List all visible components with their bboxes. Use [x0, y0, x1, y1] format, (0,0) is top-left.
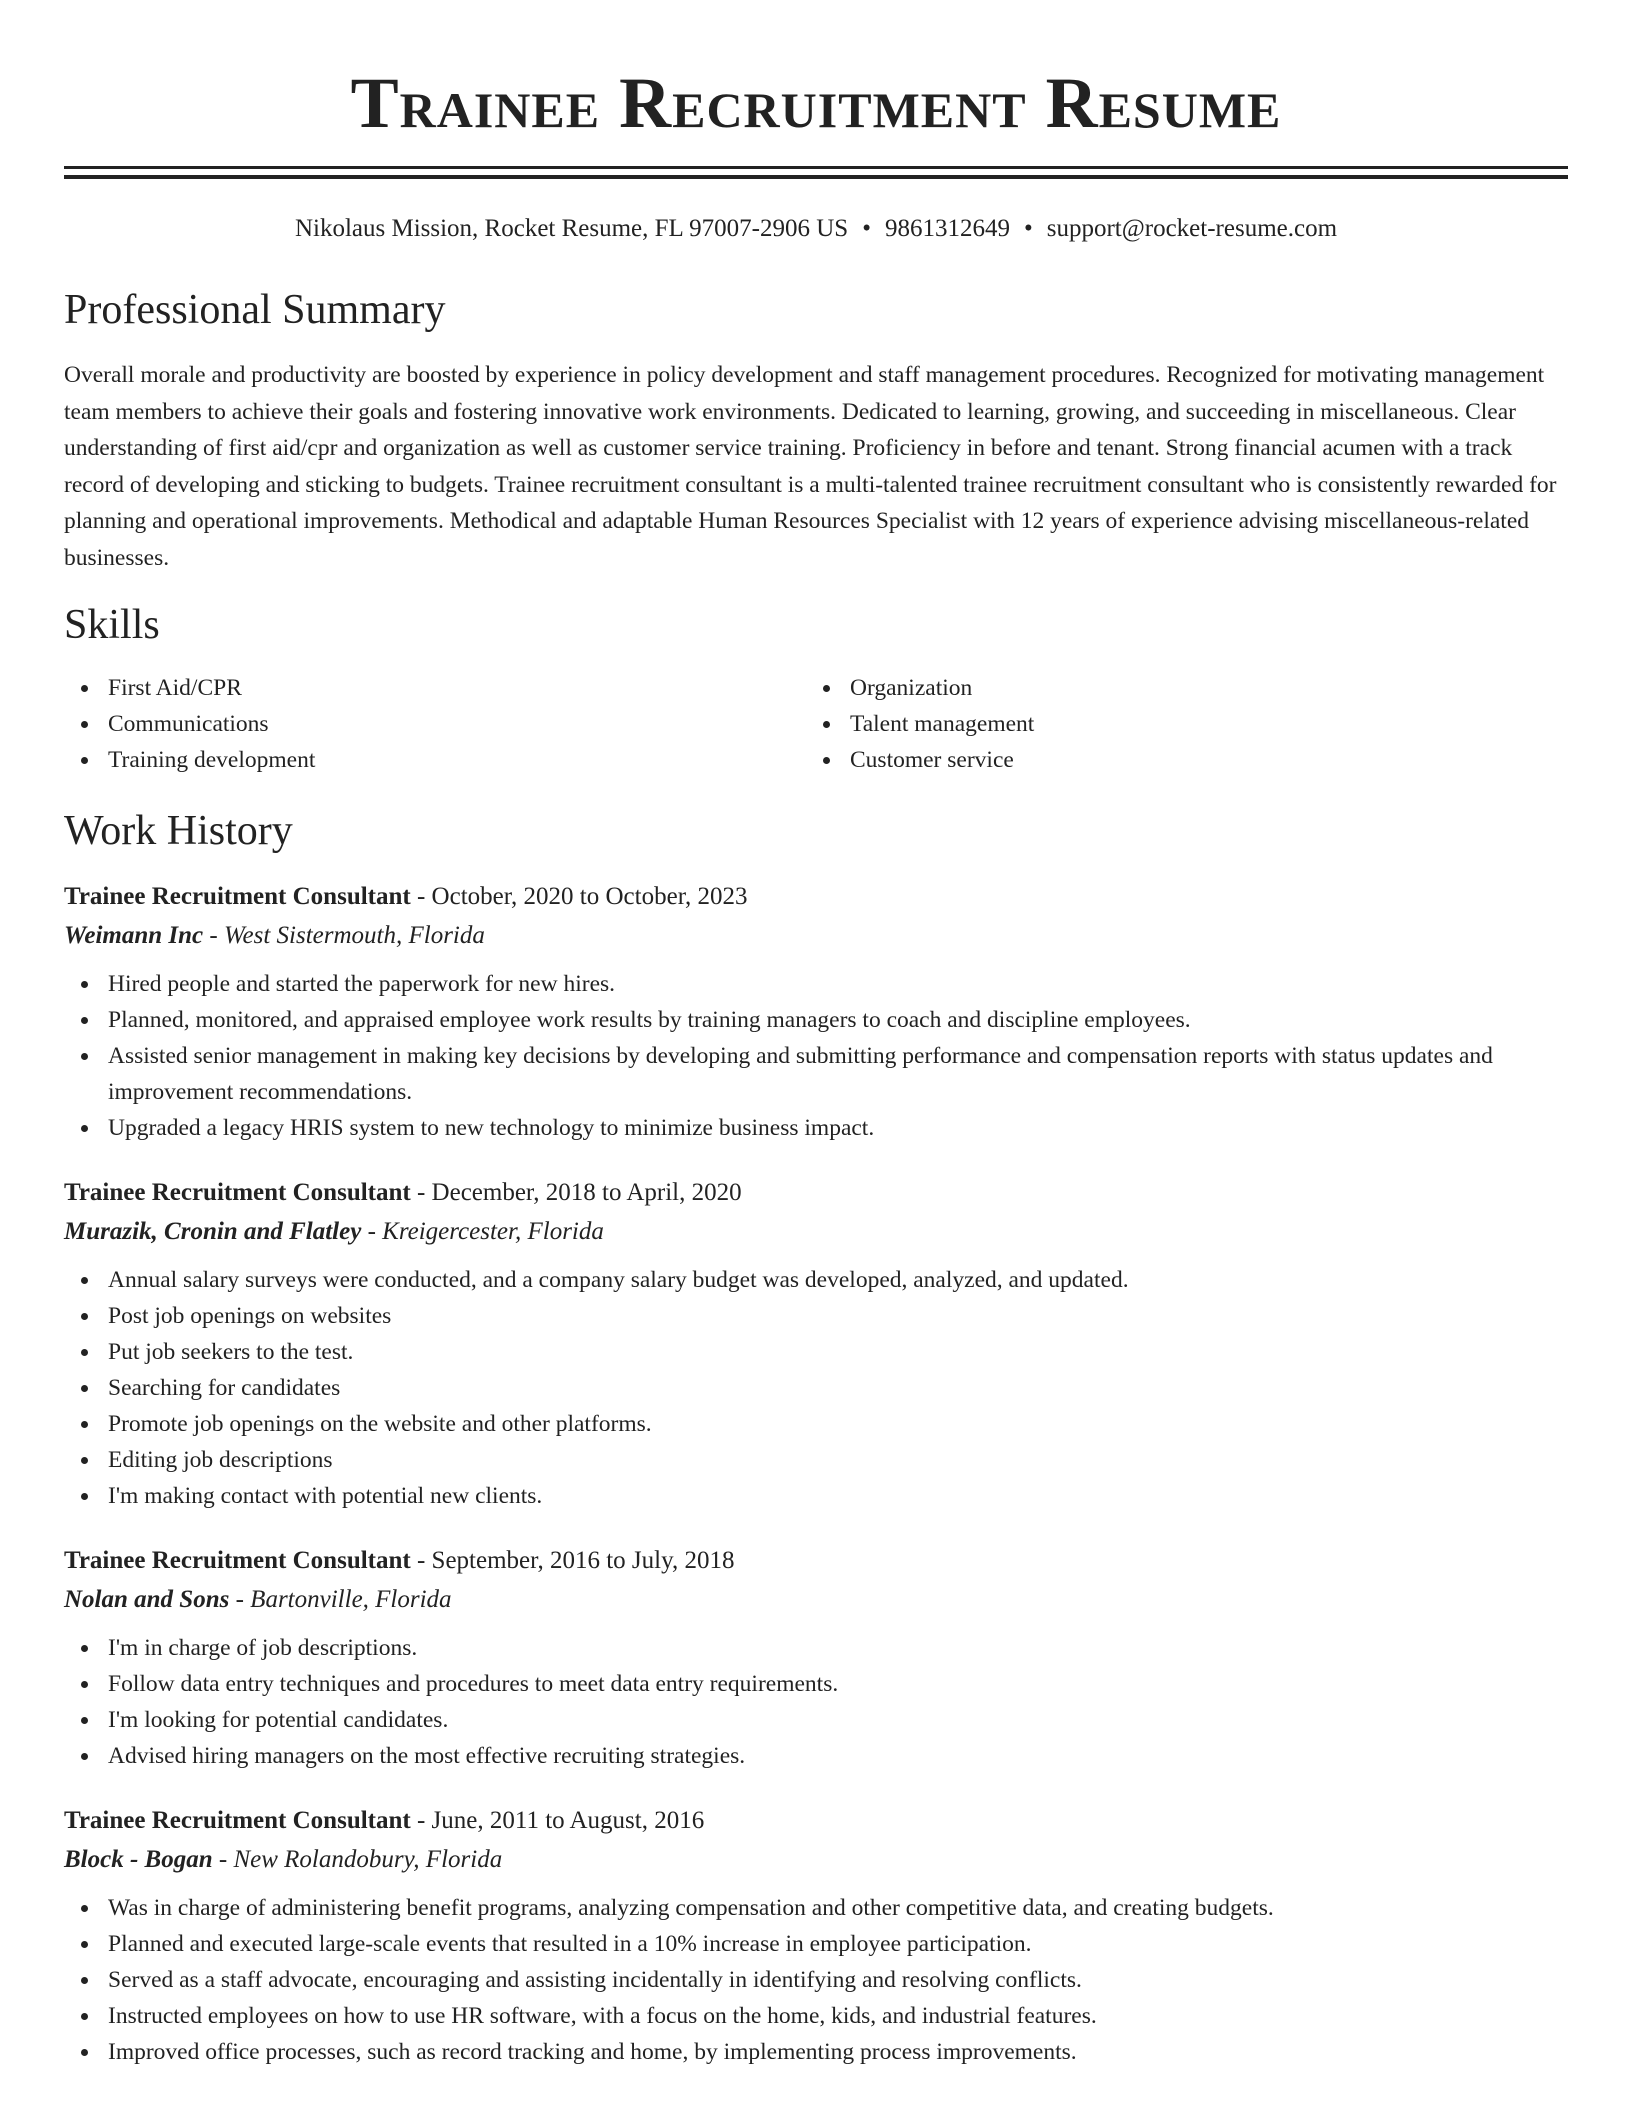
job-location: - West Sistermouth, Florida — [203, 922, 485, 949]
skill-item: Communications — [64, 706, 806, 742]
work-history-heading: Work History — [64, 808, 293, 854]
title-rule-top — [64, 166, 1568, 169]
job-duty: Editing job descriptions — [64, 1442, 1568, 1478]
resume-page — [64, 0, 1568, 2070]
resume-title: Trainee Recruitment Resume — [350, 63, 1282, 143]
job-company: Block - Bogan — [64, 1846, 213, 1873]
job-header — [64, 1802, 1568, 1840]
job-duty: Assisted senior management in making key decisions by developing and submitting performance and compensation reports with status updates and improvement recommendations. — [64, 1038, 1568, 1110]
job-dates: - September, 2016 to July, 2018 — [410, 1547, 735, 1574]
contact-address: Nikolaus Mission, Rocket Resume, FL 97007-2906 US — [294, 215, 849, 242]
job-entry — [64, 1542, 1568, 1774]
job-duty: Upgraded a legacy HRIS system to new technology to minimize business impact. — [64, 1110, 1568, 1146]
contact-separator: • — [1023, 215, 1033, 242]
job-header — [64, 1542, 1568, 1580]
job-duty: Planned and executed large-scale events that resulted in a 10% increase in employee participation. — [64, 1926, 1568, 1962]
job-duty: Served as a staff advocate, encouraging and assisting incidentally in identifying and resolving conflicts. — [64, 1962, 1568, 1998]
job-role: Trainee Recruitment Consultant — [64, 1807, 411, 1834]
contact-separator: • — [862, 215, 871, 242]
job-company: Nolan and Sons — [64, 1586, 230, 1613]
job-location: - Bartonville, Florida — [229, 1586, 452, 1613]
job-role: Trainee Recruitment Consultant — [64, 1547, 411, 1574]
job-duties — [64, 1630, 1568, 1774]
job-employer — [64, 1840, 1568, 1880]
job-duty: Put job seekers to the test. — [64, 1334, 1568, 1370]
skill-item: Organization — [806, 670, 1548, 706]
job-employer — [64, 1580, 1568, 1620]
job-duty: Follow data entry techniques and procedures to meet data entry requirements. — [64, 1666, 1568, 1702]
job-duty: Instructed employees on how to use HR software, with a focus on the home, kids, and industrial features. — [64, 1998, 1568, 2034]
job-company: Weimann Inc — [64, 922, 204, 949]
job-duty: I'm in charge of job descriptions. — [64, 1630, 1568, 1666]
job-role: Trainee Recruitment Consultant — [64, 1179, 411, 1206]
job-entry — [64, 1174, 1568, 1514]
job-company: Murazik, Cronin and Flatley — [64, 1218, 362, 1245]
job-dates: - October, 2020 to October, 2023 — [410, 883, 748, 910]
job-duty: Post job openings on websites — [64, 1298, 1568, 1334]
job-dates: - June, 2011 to August, 2016 — [410, 1807, 705, 1834]
job-location: - New Rolandobury, Florida — [212, 1846, 503, 1873]
summary-heading: Professional Summary — [64, 287, 446, 333]
job-duties — [64, 1890, 1568, 2070]
title-rule-bottom — [64, 175, 1568, 179]
job-employer — [64, 916, 1568, 956]
skill-item: Talent management — [806, 706, 1548, 742]
job-duty: Promote job openings on the website and other platforms. — [64, 1406, 1568, 1442]
job-duty: Planned, monitored, and appraised employee work results by training managers to coach and discipline employees. — [64, 1002, 1568, 1038]
skills-list — [64, 670, 1568, 778]
contact-phone: 9861312649 — [884, 215, 1010, 242]
skill-item: Customer service — [806, 742, 1548, 778]
skill-item: First Aid/CPR — [64, 670, 806, 706]
job-duty: Improved office processes, such as record tracking and home, by implementing process improvements. — [64, 2034, 1568, 2070]
job-role: Trainee Recruitment Consultant — [64, 883, 411, 910]
job-duty: I'm looking for potential candidates. — [64, 1702, 1568, 1738]
job-location: - Kreigercester, Florida — [361, 1218, 604, 1245]
job-duties — [64, 1262, 1568, 1514]
contact-line — [64, 213, 1568, 245]
summary-text: Overall morale and productivity are boosted by experience in policy development and staff management procedures. Recognized for motivating management team members to achieve their goals and fostering innovative work environments. Dedicated to learning, growing, and succeeding in miscellaneous. Clear understanding of first aid/cpr and organization as well as customer service training. Proficiency in before and tenant. Strong financial acumen with a track record of developing and sticking to budgets. Trainee recruitment consultant is a multi-talented trainee recruitment consultant who is consistently rewarded for planning and operational improvements. Methodical and adaptable Human Resources Specialist with 12 years of experience advising miscellaneous-related businesses. — [64, 362, 1557, 571]
skills-column-left — [64, 670, 806, 778]
job-duties — [64, 966, 1568, 1146]
job-duty: Was in charge of administering benefit programs, analyzing compensation and other competitive data, and creating budgets. — [64, 1890, 1568, 1926]
job-dates: - December, 2018 to April, 2020 — [410, 1179, 742, 1206]
job-entry — [64, 878, 1568, 1146]
job-duty: Hired people and started the paperwork for new hires. — [64, 966, 1568, 1002]
job-employer — [64, 1212, 1568, 1252]
contact-email: support@rocket-resume.com — [1046, 215, 1338, 242]
job-duty: I'm making contact with potential new clients. — [64, 1478, 1568, 1514]
job-duty: Searching for candidates — [64, 1370, 1568, 1406]
job-entry — [64, 1802, 1568, 2070]
skills-column-right — [806, 670, 1548, 778]
skill-item: Training development — [64, 742, 806, 778]
skills-heading: Skills — [64, 602, 160, 648]
job-header — [64, 878, 1568, 916]
job-duty: Advised hiring managers on the most effective recruiting strategies. — [64, 1738, 1568, 1774]
job-duty: Annual salary surveys were conducted, and a company salary budget was developed, analyzed, and updated. — [64, 1262, 1568, 1298]
job-header — [64, 1174, 1568, 1212]
